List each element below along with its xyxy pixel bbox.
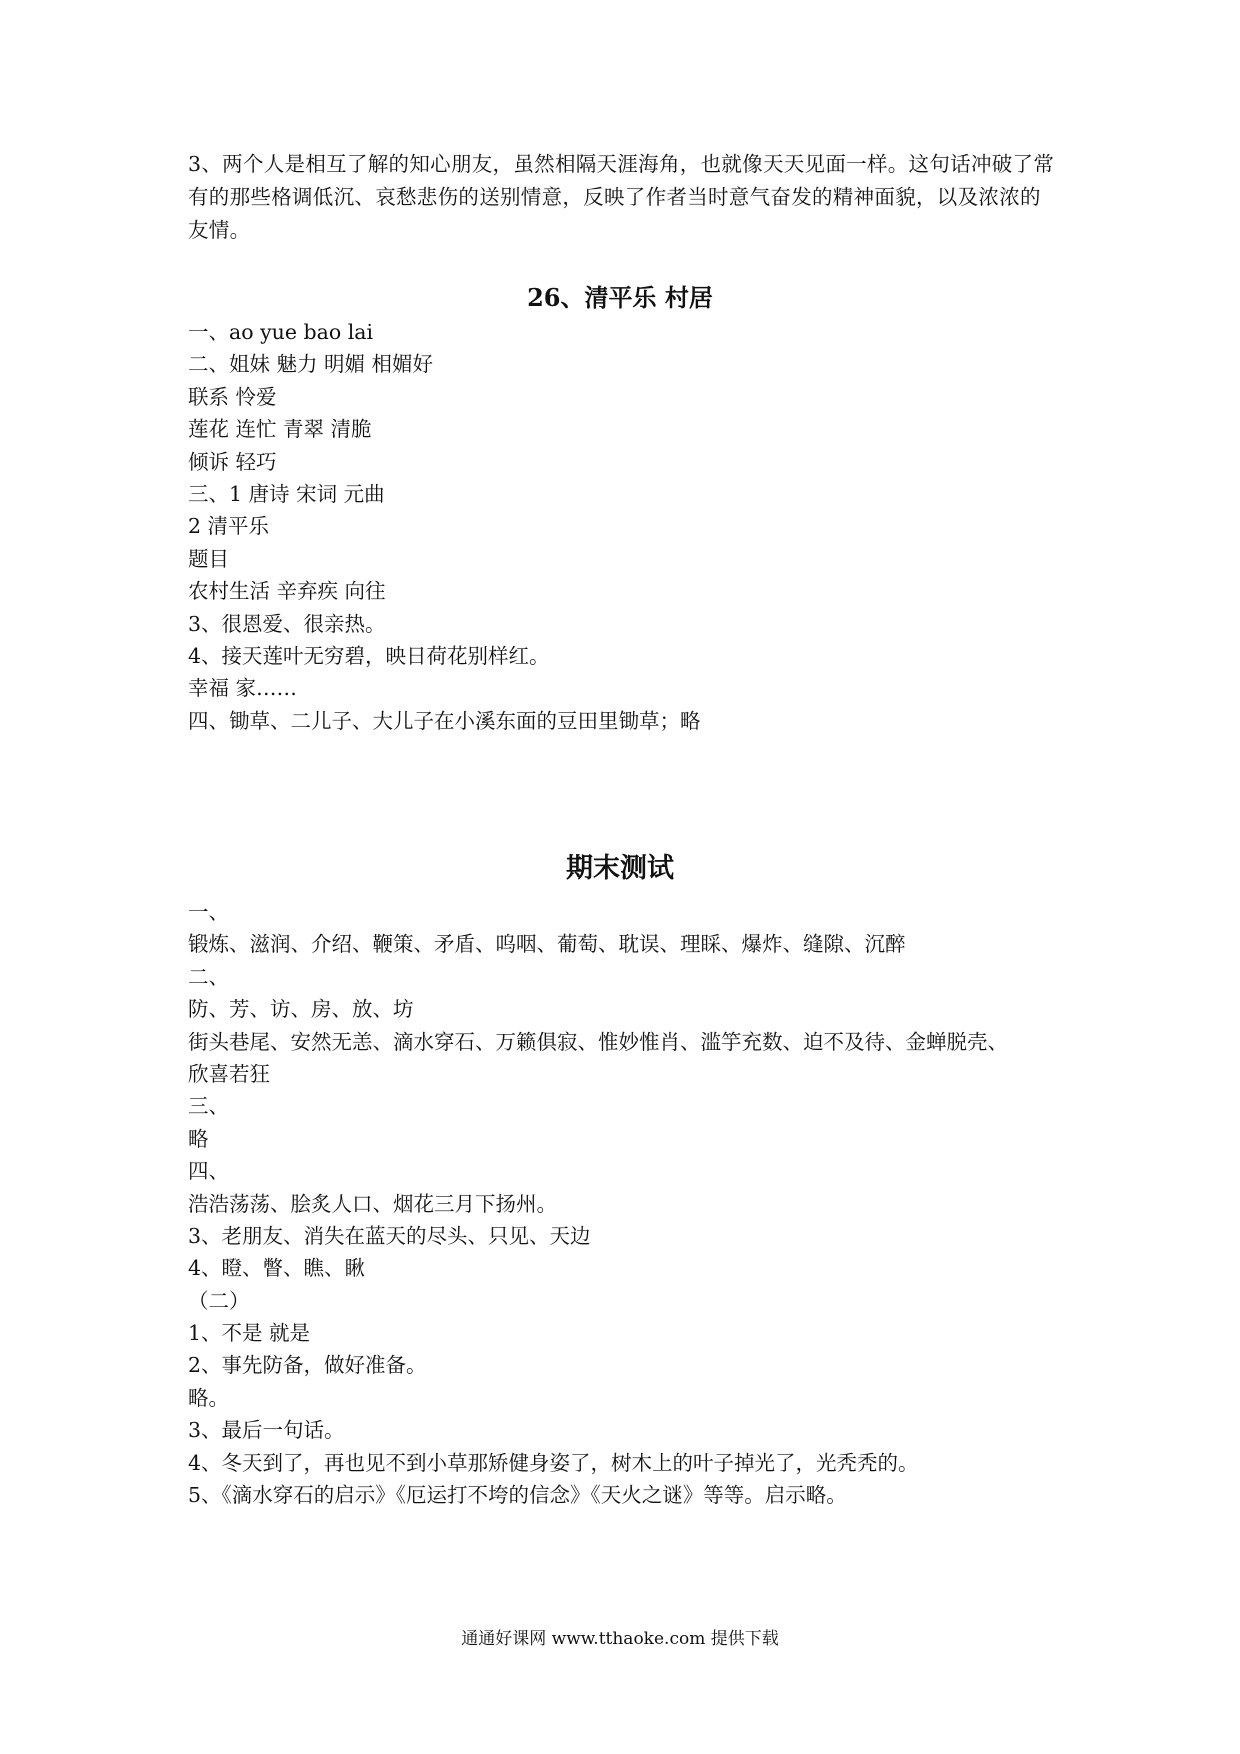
answer-line: 5、《滴水穿石的启示》《厄运打不垮的信念》《天火之谜》等等。启示略。 xyxy=(188,1483,847,1508)
answer-line: 3、很恩爱、很亲热。 xyxy=(188,611,386,636)
answer-line: 一、 xyxy=(188,900,229,924)
page-footer: 通通好课网 www.tthaoke.com 提供下载 xyxy=(461,1629,779,1649)
answer-line: 2 清平乐 xyxy=(188,514,270,539)
answer-line: 3、老朋友、消失在蓝天的尽头、只见、天边 xyxy=(188,1223,591,1248)
answer-line: 农村生活 辛弃疾 向往 xyxy=(188,579,386,604)
final-test-title: 期末测试 xyxy=(566,853,674,884)
answer-line: 四、 xyxy=(188,1159,229,1184)
answer-line: 二、 xyxy=(188,964,229,989)
section-26-answers xyxy=(188,316,1068,737)
answer-line: 莲花 连忙 青翠 清脆 xyxy=(188,417,372,442)
answer-line: 防、芳、访、房、放、坊 xyxy=(188,997,414,1022)
answer-line: 锻炼、滋润、介绍、鞭策、矛盾、呜咽、葡萄、耽误、理睬、爆炸、缝隙、沉醉 xyxy=(188,932,906,957)
answer-line: 3、最后一句话。 xyxy=(188,1418,345,1443)
answer-line: 三、 xyxy=(188,1094,229,1119)
answer-line: 二、姐妹 魅力 明媚 相媚好 xyxy=(188,352,434,377)
answer-line: 幸福 家…… xyxy=(188,676,298,701)
intro-paragraph: 3、两个人是相互了解的知心朋友，虽然相隔天涯海角，也就像天天见面一样。这句话冲破了常有的那些格调低沉、哀愁悲伤的送别情意，反映了作者当时意气奋发的精神面貌，以及浓浓的友情。 xyxy=(188,152,1055,242)
answer-line: 欣喜若狂 xyxy=(188,1061,270,1086)
answer-line: 略 xyxy=(188,1126,209,1151)
answer-line: 街头巷尾、安然无恙、滴水穿石、万籁俱寂、惟妙惟肖、滥竽充数、迫不及待、金蝉脱壳、 xyxy=(188,1029,1008,1054)
answer-line: 2、事先防备，做好准备。 xyxy=(188,1353,427,1378)
answer-line: 三、1 唐诗 宋词 元曲 xyxy=(188,481,385,506)
answer-line: 4、瞪、瞥、瞧、瞅 xyxy=(188,1256,366,1281)
answer-line: 浩浩荡荡、脍炙人口、烟花三月下扬州。 xyxy=(188,1191,557,1216)
answer-line: 联系 怜爱 xyxy=(188,384,277,409)
section-26-title: 26、清平乐 村居 xyxy=(527,283,713,312)
answer-line: 倾诉 轻巧 xyxy=(188,449,277,474)
answer-line: 略。 xyxy=(188,1385,229,1410)
final-test-answers xyxy=(188,896,1068,1511)
answer-line: （二） xyxy=(188,1288,250,1313)
answer-line: 1、不是 就是 xyxy=(188,1321,311,1346)
answer-line: 题目 xyxy=(188,546,229,571)
answer-line: 一、ao yue bao lai xyxy=(188,320,374,344)
answer-line: 四、锄草、二儿子、大儿子在小溪东面的豆田里锄草；略 xyxy=(188,708,701,733)
answer-line: 4、冬天到了，再也见不到小草那矫健身姿了，树木上的叶子掉光了，光秃秃的。 xyxy=(188,1450,919,1475)
answer-line: 4、接天莲叶无穷碧，映日荷花别样红。 xyxy=(188,643,550,668)
